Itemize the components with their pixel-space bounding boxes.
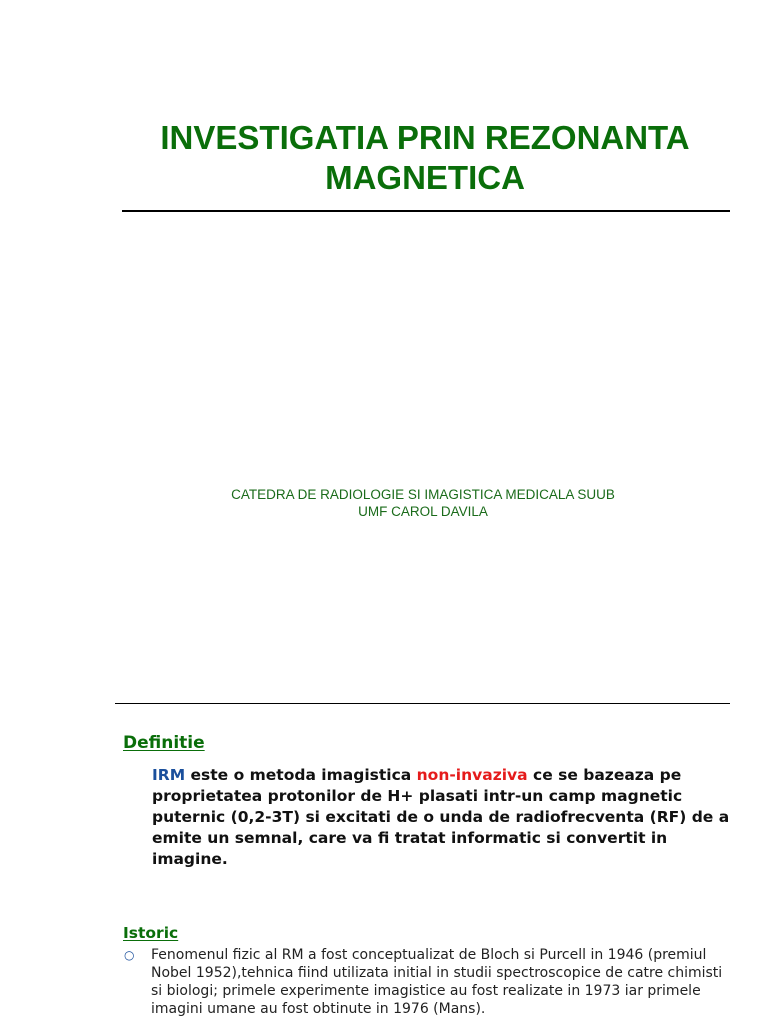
definitie-text-before: este o metoda imagistica — [185, 766, 417, 784]
department-line-2: UMF CAROL DAVILA — [358, 504, 488, 519]
title-line-1: INVESTIGATIA PRIN REZONANTA — [160, 119, 690, 156]
section-divider — [115, 703, 730, 704]
definitie-heading: Definitie — [123, 733, 205, 753]
department-caption — [120, 486, 726, 520]
istoric-heading: Istoric — [123, 924, 179, 942]
page-title — [120, 118, 730, 198]
department-line-1: CATEDRA DE RADIOLOGIE SI IMAGISTICA MEDICALA SUUB — [231, 487, 615, 502]
non-invaziva-highlight: non-invaziva — [416, 766, 528, 784]
definitie-paragraph — [152, 765, 737, 870]
definitie-text-after: ce se bazeaza pe proprietatea protonilor de H+ plasati intr-un camp magnetic puternic (0,2-3T) si excitati de o unda de radiofrecventa (RF) de a emite un semnal, care va fi tratat informatic si convertit in imagine. — [152, 766, 730, 868]
bullet-icon: ○ — [124, 948, 135, 962]
title-divider — [122, 210, 730, 212]
istoric-paragraph: Fenomenul fizic al RM a fost conceptualizat de Bloch si Purcell in 1946 (premiul Nobel 1952),tehnica fiind utilizata initial in studii spectroscopice de catre chimisti si biologi; primele experimente imagistice au fost realizate in 1973 iar primele imagini umane au fost obtinute in 1976 (Mans). — [151, 947, 723, 1017]
title-line-2: MAGNETICA — [325, 159, 525, 196]
irm-abbreviation: IRM — [152, 766, 186, 784]
